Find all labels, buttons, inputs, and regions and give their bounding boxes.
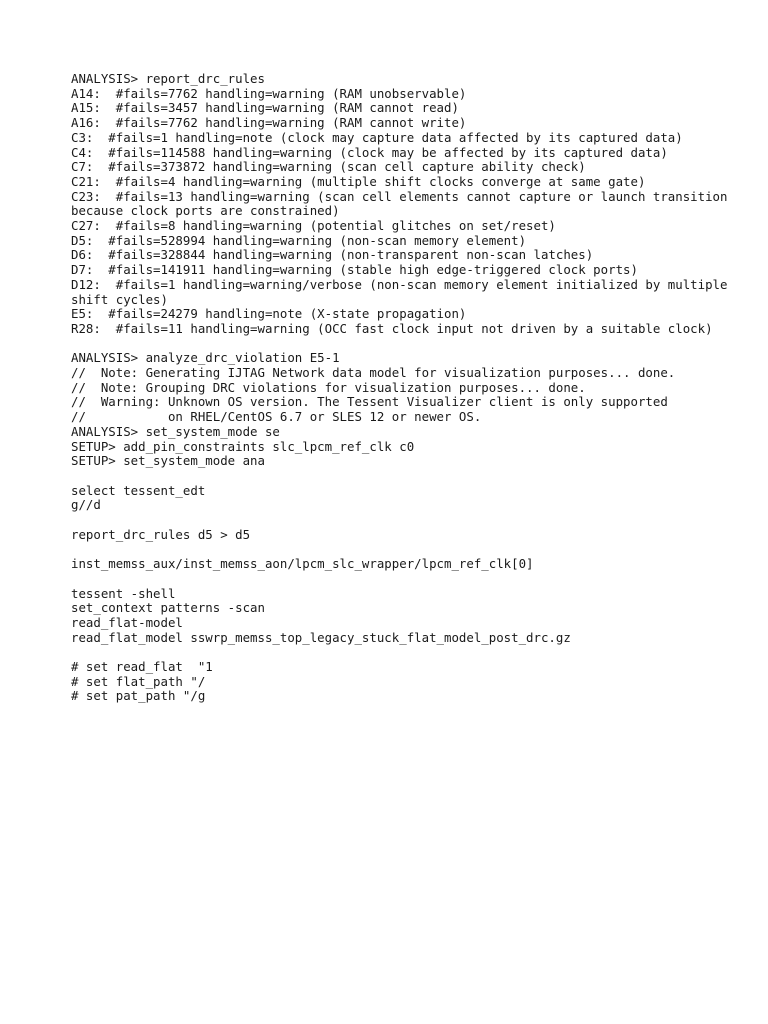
drc-rule-line: D12: #fails=1 handling=warning/verbose (non-scan memory element initialized by multiple shift cycles)	[71, 276, 735, 307]
drc-rule-line: C3: #fails=1 handling=note (clock may capture data affected by its captured data)	[71, 129, 683, 145]
drc-rule-line: D5: #fails=528994 handling=warning (non-scan memory element)	[71, 232, 527, 248]
session-line: SETUP> set_system_mode ana	[71, 453, 265, 469]
blank-line	[71, 337, 751, 352]
blank-line	[71, 513, 751, 528]
drc-report-block	[71, 72, 751, 337]
blank-line	[71, 542, 751, 557]
note-line: inst_memss_aux/inst_memss_aon/lpcm_slc_wrapper/lpcm_ref_clk[0]	[71, 556, 534, 572]
document-page	[71, 72, 751, 704]
drc-rule-line: C23: #fails=13 handling=warning (scan cell elements cannot capture or launch transition because clock ports are constrained)	[71, 188, 735, 219]
note-line: read_flat_model sswrp_memss_top_legacy_stuck_flat_model_post_drc.gz	[71, 629, 571, 645]
session-line: // Note: Generating IJTAG Network data model for visualization purposes... done.	[71, 365, 676, 381]
session-line: // Warning: Unknown OS version. The Tessent Visualizer client is only supported	[71, 394, 668, 410]
drc-rule-line: E5: #fails=24279 handling=note (X-state propagation)	[71, 306, 467, 322]
session-line: // Note: Grouping DRC violations for visualization purposes... done.	[71, 379, 586, 395]
note-line: read_flat-model	[71, 614, 183, 630]
drc-rule-line: D7: #fails=141911 handling=warning (stable high edge-triggered clock ports)	[71, 262, 638, 278]
note-line: report_drc_rules d5 > d5	[71, 526, 251, 542]
session-line: ANALYSIS> analyze_drc_violation E5-1	[71, 350, 340, 366]
drc-rule-line: D6: #fails=328844 handling=warning (non-transparent non-scan latches)	[71, 247, 594, 263]
report-command-line: ANALYSIS> report_drc_rules	[71, 71, 265, 86]
comment-line: # set flat_path "/	[71, 673, 206, 689]
drc-rule-line: A16: #fails=7762 handling=warning (RAM cannot write)	[71, 115, 467, 131]
blank-line	[71, 645, 751, 660]
drc-rule-line: C7: #fails=373872 handling=warning (scan cell capture ability check)	[71, 159, 586, 175]
drc-rule-line: R28: #fails=11 handling=warning (OCC fast clock input not driven by a suitable clock)	[71, 320, 713, 336]
session-line: ANALYSIS> set_system_mode se	[71, 423, 280, 439]
drc-rule-line: A15: #fails=3457 handling=warning (RAM cannot read)	[71, 100, 459, 116]
note-line: select tessent_edt	[71, 482, 206, 498]
notes-block-shell	[71, 587, 751, 646]
session-log-block	[71, 351, 751, 469]
comment-line: # set pat_path "/g	[71, 688, 206, 704]
drc-rule-line: C4: #fails=114588 handling=warning (clock may be affected by its captured data)	[71, 144, 668, 160]
comment-line: # set read_flat "1	[71, 659, 213, 675]
blank-line	[71, 469, 751, 484]
drc-rule-line: A14: #fails=7762 handling=warning (RAM unobservable)	[71, 85, 467, 101]
note-line: set_context patterns -scan	[71, 600, 265, 616]
note-line: g//d	[71, 497, 101, 513]
blank-line	[71, 572, 751, 587]
notes-block-select	[71, 484, 751, 513]
drc-rule-line: C21: #fails=4 handling=warning (multiple shift clocks converge at same gate)	[71, 173, 646, 189]
session-line: // on RHEL/CentOS 6.7 or SLES 12 or newer OS.	[71, 409, 482, 425]
note-line: tessent -shell	[71, 585, 176, 601]
session-line: SETUP> add_pin_constraints slc_lpcm_ref_clk c0	[71, 438, 415, 454]
notes-block-comments	[71, 660, 751, 704]
drc-rule-line: C27: #fails=8 handling=warning (potential glitches on set/reset)	[71, 218, 556, 234]
